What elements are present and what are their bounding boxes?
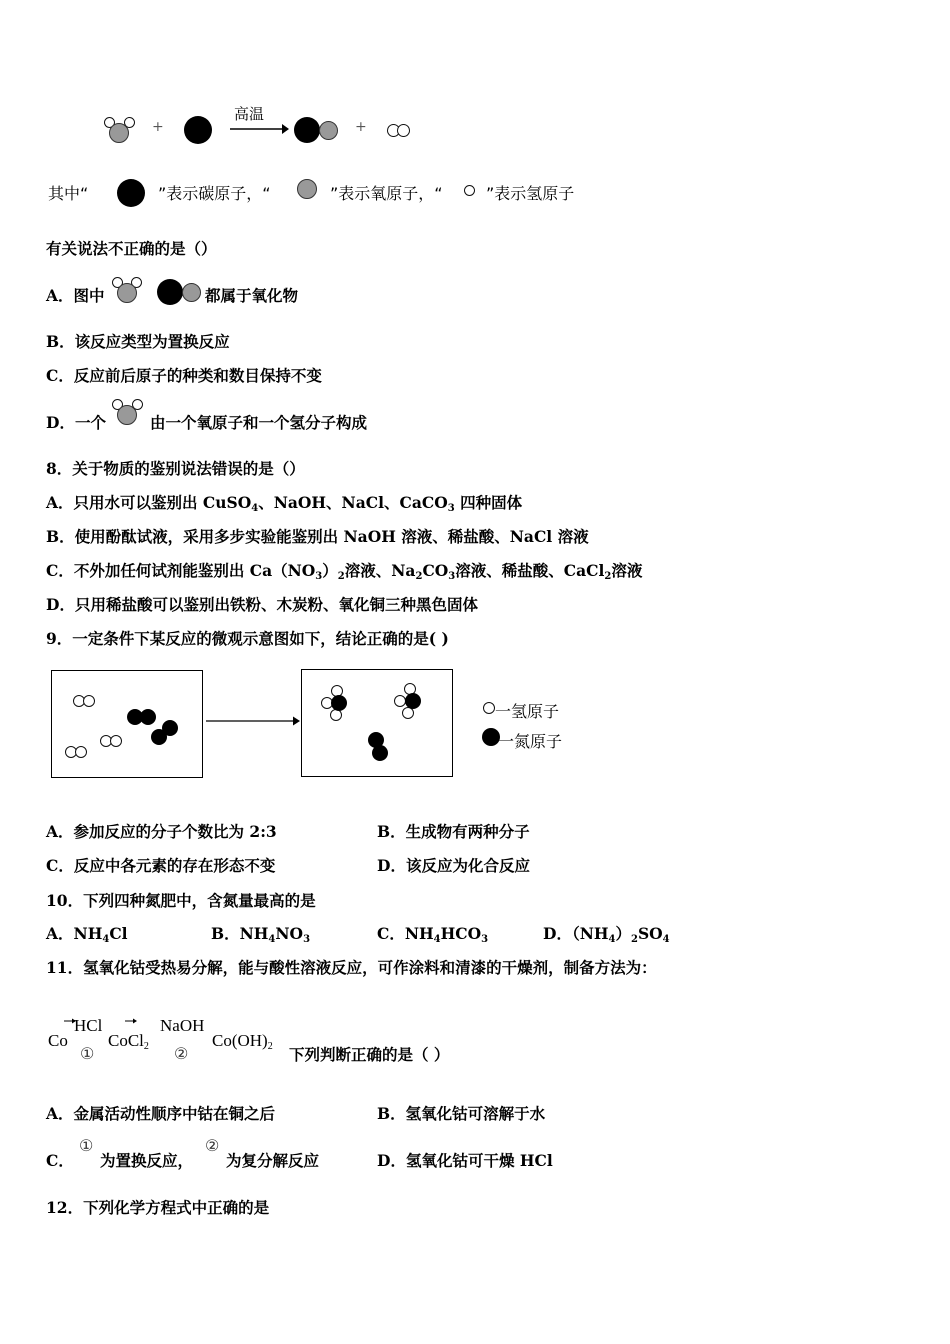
- hydrogen-atom-icon: [83, 695, 95, 707]
- nitrogen-atom-icon: [151, 729, 167, 745]
- hydrogen-atom-icon: [464, 185, 475, 196]
- text: 溶液: [611, 561, 643, 580]
- subscript: 2: [267, 1041, 273, 1052]
- subscript: 4: [608, 934, 616, 945]
- subscript: 3: [448, 571, 456, 582]
- q7-option-d-post: 由一个氧原子和一个氢分子构成: [150, 413, 368, 432]
- nitrogen-atom-icon: [405, 693, 421, 709]
- text: B．NH: [211, 924, 269, 943]
- text: C．不外加任何试剂能鉴别出 Ca（NO: [46, 561, 316, 580]
- q11-option-c-mark-2: ②: [205, 1136, 220, 1155]
- q8-option-d: D．只用稀盐酸可以鉴别出铁粉、木炭粉、氧化铜三种黑色固体: [46, 595, 478, 614]
- reaction-arrow-icon: [205, 715, 301, 727]
- text: Co(OH): [212, 1031, 268, 1050]
- product-box: [301, 669, 453, 777]
- q10-option-a: [46, 922, 128, 945]
- text: 溶液、稀盐酸、CaCl: [455, 561, 605, 580]
- q11-judge-prompt: 下列判断正确的是（ ）: [289, 1045, 450, 1064]
- q8-option-b: B．使用酚酞试液，采用多步实验能鉴别出 NaOH 溶液、稀盐酸、NaCl 溶液: [46, 527, 589, 546]
- text: Cl: [109, 924, 128, 943]
- q9-option-d: D．该反应为化合反应: [377, 856, 530, 875]
- q11-option-b: B．氢氧化钴可溶解于水: [377, 1104, 546, 1123]
- q7-option-a: [46, 284, 105, 306]
- text: 溶液、Na: [344, 561, 416, 580]
- q7-option-c: C．反应前后原子的种类和数目保持不变: [46, 366, 322, 385]
- q11-option-a: A．金属活动性顺序中钴在铜之后: [46, 1104, 276, 1123]
- q11-option-c-text-2: 为复分解反应: [226, 1151, 320, 1170]
- oxygen-atom-icon: [182, 283, 201, 302]
- text: ）: [322, 561, 338, 580]
- q9-option-a: A．参加反应的分子个数比为 2:3: [46, 822, 277, 841]
- text: 、NaOH、NaCl、CaCO: [258, 493, 448, 512]
- hydrogen-atom-icon: [110, 735, 122, 747]
- subscript: 4: [662, 934, 670, 945]
- reaction-condition: 高温: [234, 105, 265, 123]
- subscript: 3: [303, 934, 311, 945]
- text: SO: [637, 924, 663, 943]
- subscript: 3: [315, 571, 323, 582]
- legend-hydrogen-label: 一氢原子: [495, 702, 560, 721]
- carbon-atom-icon: [184, 116, 212, 144]
- hydrogen-atom-icon: [397, 124, 410, 137]
- eq-co: Co: [48, 1031, 68, 1050]
- text: A．NH: [46, 924, 103, 943]
- legend-prefix: 其中“: [48, 184, 89, 203]
- oxygen-atom-icon: [319, 121, 338, 140]
- text: C．NH: [377, 924, 434, 943]
- text: 四种固体: [454, 493, 523, 512]
- hydrogen-atom-icon: [483, 702, 495, 714]
- subscript: 2: [631, 934, 638, 945]
- nitrogen-atom-icon: [372, 745, 388, 761]
- reaction-arrow-icon: [228, 123, 290, 135]
- eq-step-2: ②: [174, 1044, 189, 1063]
- subscript: 2: [415, 571, 423, 582]
- q9-stem: 9．一定条件下某反应的微观示意图如下，结论正确的是( ): [46, 629, 449, 648]
- q11-option-d: D．氢氧化钴可干燥 HCl: [377, 1151, 553, 1170]
- reactant-box: [51, 670, 203, 778]
- q8-option-a: [46, 491, 522, 514]
- q7-option-b: B．该反应类型为置换反应: [46, 332, 230, 351]
- q10-option-c: [377, 922, 488, 945]
- eq-hcl: HCl: [74, 1016, 103, 1035]
- subscript: 3: [447, 503, 455, 514]
- q11-stem: 11．氢氧化钴受热易分解，能与酸性溶液反应，可作涂料和清漆的干燥剂，制备方法为：: [46, 958, 657, 977]
- eq-step-1: ①: [80, 1044, 95, 1063]
- q10-stem: 10．下列四种氮肥中，含氮量最高的是: [46, 891, 316, 910]
- text: A．只用水可以鉴别出 CuSO: [46, 493, 252, 512]
- legend-nitrogen-label: 一氮原子: [498, 732, 563, 751]
- legend-oxygen-text: ”表示氧原子，“: [330, 184, 443, 203]
- subscript: 4: [433, 934, 441, 945]
- text: HCO: [440, 924, 482, 943]
- q11-option-c-label: C．: [46, 1151, 74, 1170]
- q11-option-c-mark-1: ①: [79, 1136, 94, 1155]
- q12-stem: 12．下列化学方程式中正确的是: [46, 1198, 270, 1217]
- q8-stem: 8．关于物质的鉴别说法错误的是（）: [46, 459, 305, 478]
- nitrogen-atom-icon: [331, 695, 347, 711]
- q7-option-a-post: 都属于氧化物: [205, 286, 299, 305]
- q7-option-a-pre: A．图中: [46, 286, 105, 305]
- eq-cocl2: [108, 1031, 149, 1052]
- legend-hydrogen-text: ”表示氢原子: [486, 184, 575, 203]
- q8-option-c: [46, 559, 642, 582]
- q9-option-c: C．反应中各元素的存在形态不变: [46, 856, 276, 875]
- plus-sign: +: [152, 119, 164, 135]
- oxygen-atom-icon: [297, 179, 317, 199]
- q9-option-b: B．生成物有两种分子: [377, 822, 530, 841]
- legend-carbon-text: ”表示碳原子，“: [158, 184, 271, 203]
- text: NO: [275, 924, 304, 943]
- oxygen-atom-icon: [109, 123, 129, 143]
- subscript: 4: [102, 934, 110, 945]
- hydrogen-atom-icon: [75, 746, 87, 758]
- text: ）: [615, 924, 631, 943]
- subscript: 4: [251, 503, 259, 514]
- subscript: 2: [337, 571, 345, 582]
- oxygen-atom-icon: [117, 405, 137, 425]
- subscript: 4: [268, 934, 276, 945]
- plus-sign: +: [355, 119, 367, 135]
- nitrogen-atom-icon: [140, 709, 156, 725]
- subscript: 3: [481, 934, 489, 945]
- subscript: 2: [604, 571, 612, 582]
- q7-option-d-pre: D．一个: [46, 413, 106, 432]
- oxygen-atom-icon: [117, 283, 137, 303]
- carbon-atom-icon: [157, 279, 183, 305]
- eq-naoh: NaOH: [160, 1016, 205, 1035]
- q10-option-b: [211, 922, 310, 945]
- q10-option-d: [543, 922, 670, 945]
- text: CO: [422, 561, 449, 580]
- text: CoCl: [108, 1031, 144, 1050]
- small-arrow-icon: [125, 1017, 137, 1025]
- text: D．（NH: [543, 924, 609, 943]
- carbon-atom-icon: [117, 179, 145, 207]
- carbon-atom-icon: [294, 117, 320, 143]
- q7-stem: 有关说法不正确的是（）: [46, 239, 217, 258]
- q11-option-c-text-1: 为置换反应，: [100, 1151, 194, 1170]
- subscript: 2: [143, 1041, 149, 1052]
- eq-cooh2: [212, 1031, 273, 1052]
